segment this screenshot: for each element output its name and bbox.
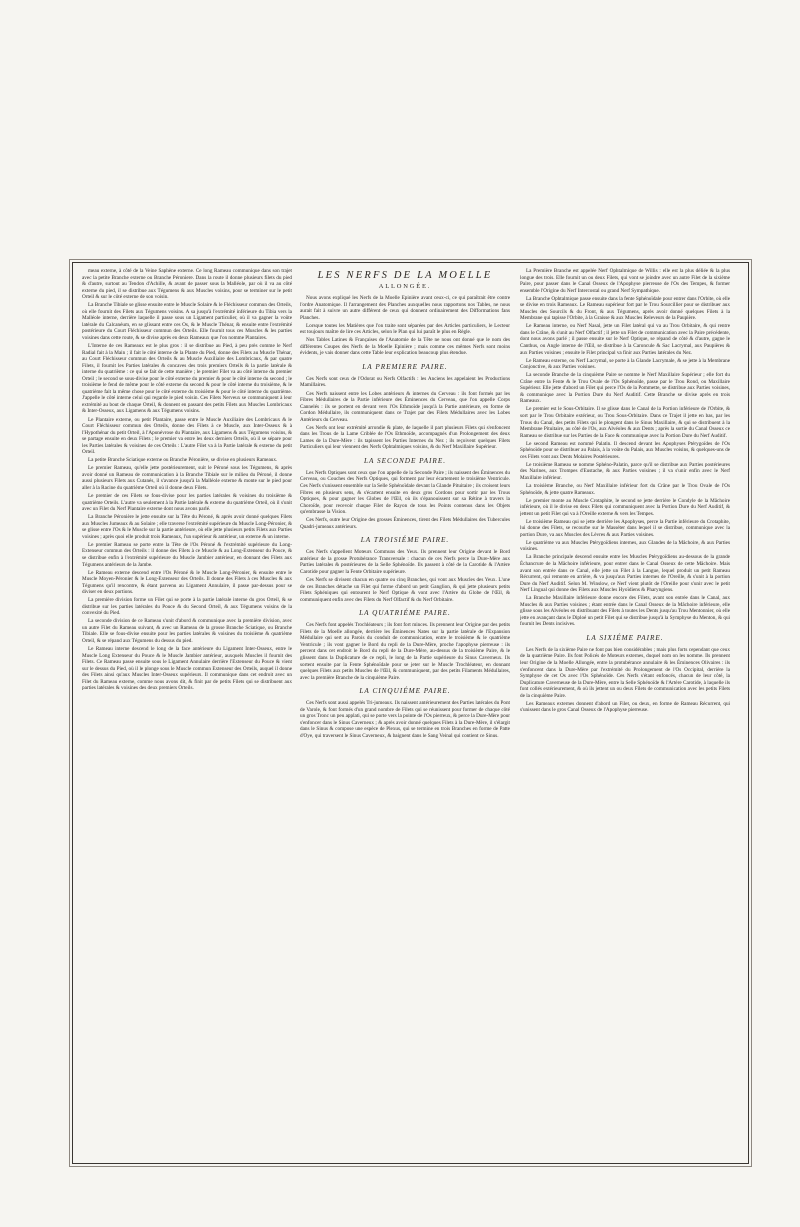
paragraph: Ces Nerfs sont ceux de l'Odorat ou Nerfs Olfactifs : les Anciens les appelaient les Productions Mamillaires. [300, 375, 510, 389]
intro-block [300, 295, 510, 357]
section-heading-third-pair: LA TROISIÉME PAIRE. [360, 536, 450, 545]
paragraph: Ces Nerfs naissent entre les Lobes antérieurs & internes du Cerveau : ils font formés par les Fibres Médullaires de la Partie inférieure des Éminences du Cerveau, que l'on appelle Corps Cannelés : ils se portent en devant vers l'Os Ethmoïde jusqu'à la Partie antérieure, en forme de Cordon Médullaire, ils communiquent dans ce Trajet par des Filets Médullaires avec les Lobes Antérieurs du Cerveau. [300, 390, 510, 423]
paragraph: L'Interne de ces Rameaux est le plus gros : il se distribue au Pied, à peu près comme le Nerf Radial fait à la Main ; il fait le côté interne de la Plante du Pied, donne des Filets au Muscle Thénar, au Court Fléchisseur commun des Orteils & au Muscle Auxiliaire des Lombricaux, & par quatre Filets, il fournit les Parties latérales & concaves des trois premiers Orteils & la partie latérale & interne du quatrième : ce qui se fait de cette manière ; le premier Filet va au côté interne du premier Orteil ; le second se sous-divise pour le côté externe du premier & pour le côté interne du second ; le troisième le fend de même pour le côté externe du second & pour le côté interne du troisième, & le quatrième fait la même chose pour le côté externe du troisième & pour le côté interne du quatrième. J'appelle le côté interne celui qui regarde le pied voisin. Ces Filets Nerveux se communiquent à leur extrémité au bout de chaque Orteil, & donnent en passant des petits Filets aux Muscles Lombricaux & Inter-Osseux, aux Ligamens & aux Tégumens voisins. [82, 343, 292, 415]
paragraph: Le premier Rameau se porte entre la Tête de l'Os Péroné & l'extrémité supérieure du Long-Extenseur commun des Orteils : il donne des Filets à ce Muscle & au Long-Extenseur du Pouce, & se distribue enfin à l'extrémité supérieure du Muscle Jambier antérieur, en donnant des Filets aux Tégumens antérieurs de la Jambe. [82, 541, 292, 568]
paragraph: Le Rameau externe descend entre l'Os Péroné & le Muscle Long-Péronier, & ensuite entre le Muscle Moyen-Péronier & le Long-Extenseur des Orteils. Il donne des Filets à ces Muscles & aux Tégumens qu'il rencontre, & étant parvenu au Ligament Annulaire, il passe par-dessus pour se diviser en deux portions. [82, 569, 292, 596]
paragraph: Ces Nerfs s'appellent Moteurs Communs des Yeux. Ils prennent leur Origine devant le Bord antérieur de la grosse Protubérance Transversale : chacun de ces Nerfs perce la Dure-Mère aux Parties latérales & postérieures de la Selle Sphénoïde. Ils passent à côté de la Carotide & l'Artère Carotide pour gagner la Fente Orbitaire supérieure. [300, 549, 510, 575]
section-heading-fourth-pair: LA QUATRIÉME PAIRE. [359, 609, 451, 618]
column-middle [300, 268, 510, 1153]
paragraph: Le quatrième va aux Muscles Ptérygoïdiens internes, aux Glandes de la Mâchoire, & aux Parties voisines. [520, 539, 730, 553]
paragraph: La seconde Branche de la cinquième Paire se nomme le Nerf Maxillaire Supérieur ; elle fort du Crâne entre la Fente & le Trou Ovale de l'Os Sphénoïde, passe par le Trou Rond, ou Maxillaire Supérieur. Elle jette d'abord un Filet qui perce l'Os de la Pommette, se distribue aux Parties voisines, & communique avec la Portion Dure du Nerf Auditif. Cette Branche se divise après en trois Rameaux. [520, 372, 730, 405]
paragraph: Ces Nerfs, outre leur Origine des grosses Éminences, tirent des Filets Médullaires des Tubercules Quadri-jumeaux antérieurs. [300, 517, 510, 530]
paragraph: Le Rameau externe, ou Nerf Lacrymal, se porte à la Glande Lacrymale, & se jette à la Membrane Conjonctive, & aux Parties voisines. [520, 357, 730, 371]
first-pair-block [300, 376, 510, 451]
paragraph: Les Rameaux externes donnent d'abord un Filet, ou deux, en forme de Rameau Récurrent, qui s'unissent dans le gros Canal Osseux de l'Apophyse pierreuse. [520, 700, 730, 714]
second-pair-block [300, 470, 510, 530]
paragraph: Le troisième Rameau se nomme Sphéno-Palatin, parce qu'il se distribue aux Parties postérieures des Narines, aux Trompes d'Eustache, & aux Parties voisines ; il va s'unir enfin avec le Nerf Maxillaire inférieur. [520, 461, 730, 481]
paragraph: Ces Nerfs sont aussi appelés Tri-jumeaux. Ils naissent antérieurement des Parties latérales du Pont de Varole, & font formés d'un grand nombre de Filets qui se réunissent pour former de chaque côté un gros Tronc un peu applati, qui se porte vers la pointe de l'Os pierreux, & perce la Dure-Mère pour s'enfoncer dans le Sinus Caverneux ; & après avoir donné quelques Filets à la Dure-Mère, il s'élargit dans le Sinus & compose une espèce de Plexus, qui se termine en trois Branches en forme de Patte d'Oye, qui traversent le Sinus Caverneux, & baignent dans le Sang Veinal qui contient ce Sinus. [300, 700, 510, 739]
paragraph: La Branche Tibiale se glisse ensuite entre le Muscle Solaire & le Fléchisseur commun des Orteils, où elle fournit des Filets aux Tégumens voisins. A sa jusqu'à l'extrémité inférieure du Tibia vers la Malléole interne, derrière laquelle il passe sous un Ligament particulier, où il va gagner la voûte latérale du Calcanéum, en se glissant entre ces Os, & le Muscle Thénar, & ensuite entre l'extrémité postérieure du Court Fléchisseur commun des Orteils. Elle fournit tous ces Muscles & les parties voisines dans cette route, & se divise après en deux Rameaux que l'on nomme Plantaires. [82, 302, 292, 341]
paragraph: La Première Branche est appelée Nerf Ophtalmique de Willis : elle est la plus déliée & la plus longue des trois. Elle fournit un ou deux Filets, qui vont se joindre avec un autre Filet de la sixième Paire, pour passer dans le Canal Osseux de l'Apophyse pierreuse de l'Os des Tempes, & former ensemble l'Origine du Nerf Intercostal ou grand Nerf Sympathique. [520, 268, 730, 294]
paragraph: Les Nerfs de la sixième Paire ne font pas bien considérables ; mais plus forts cependant que ceux de la quatrième Paire. Ils font Policés de Moteurs externes, duquel nom on les nomme. Ils prennent leur Origine de la Moelle Allongée, entre la protubérance annulaire & les Éminences Olivaires : ils s'enfoncent dans la Dure-Mère par l'extrémité du Prolongement de l'Os Occipital, derrière la Symphyse de cet Os avec l'Os Sphénoïde. Ces Nerfs s'étant enfoncés, chacun de leur côté, la Duplicature Caverneuse de la Dure-Mère, entre la Selle Sphénoïde & l'Artère Carotide, à laquelle ils font collés extérieurement, & où ils jettent un ou deux Filets de communication avec les petits Filets de la cinquième Paire. [520, 646, 730, 699]
paragraph: Le premier monte au Muscle Crotaphite, le second se jette derrière le Condyle de la Mâchoire inférieure, où il le divise en deux Filets qui communiquent avec la Portion Dure du Nerf Auditif, & jettent un petit Filet qui va à l'Oreille externe & vers les Tempes. [520, 497, 730, 517]
paragraph: Le Plantaire externe, ou petit Plantaire, passe entre le Muscle Auxiliaire des Lombricaux & le Court Fléchisseur commun des Orteils, donne des Filets à ce Muscle, aux Inter-Osseux & à l'Hypothénar du petit Orteil, à l'Aponévrose du Plantaire, aux Ligamens & aux Tégumens voisins, & se partage ensuite en deux Filets ; le premier va entre les deux derniers Orteils, où il se sépare pour les Parties latérales & voisines de ces Orteils : L'autre Filet va à la Partie latérale & externe du petit Orteil. [82, 416, 292, 456]
paragraph: Ces Nerfs ont leur extrémité arrondie & plate, de laquelle il part plusieurs Filets qui s'enfoncent dans les Trous de la Lame Criblée de l'Os Ethmoïde, accompagnés d'un Prolongement des deux Lames de la Dure-Mère : ils tapissent les Parties Internes du Nez ; ils reçoivent quelques Filets Particuliers qui leur viennent des Nerfs Ophtalmiques voisins, & du Nerf Maxillaire Supérieur. [300, 424, 510, 451]
article-subtitle: ALLONGÉE. [378, 283, 432, 290]
paragraph: Le Rameau interne descend le long de la face antérieure du Ligament Inter-Osseux, entre le Muscle Long Extenseur du Pouce & le Muscle Jambier antérieur, auxquels Muscles il fournit des Filets. Ce Rameau passe ensuite sous le Ligament Annulaire derrière l'Extenseur du Pouce & vient sur le dessus du Pied, où il le plonge sous le Muscle commun Extenseur des Orteils, auquel il donne des Filets ainsi qu'aux Muscles Inter-Osseux supérieurs. Il communique dans cet endroit avec un Filet du Rameau externe, comme nous avons dit, & finit par de petits Filets qui se distribuent aux parties latérales & voisines des deux premiers Orteils. [82, 646, 292, 692]
fourth-pair-block [300, 622, 510, 681]
paragraph: Ces Nerfs se divisent chacun en quatre ou cinq Branches, qui vont aux Muscles des Yeux. L'une de ces Branches détache un Filet qui forme d'abord un petit Ganglion, & qui jette plusieurs petits Filets Sphéniques qui entourent le Nerf Optique & vont avec l'Artère du Globe de l'Œil, & communiquent enfin avec des Filets du Nerf Olfactif & du Nerf Orbitaire. [300, 577, 510, 603]
fifth-pair-continued-block [520, 268, 730, 628]
paragraph: La première division forme un Filet qui se porte à la partie latérale interne du gros Orteil, & se distribue sur les parties latérales du Pouce & du Second Orteil, & aux Tégumens voisins de la convexité du Pied. [82, 597, 292, 617]
paragraph: Nous avons expliqué les Nerfs de la Moelle Epinière avant ceux-ci, ce qui paraîtrait être contre l'ordre Anatomique. Il l'arrangement des Planches auxquelles nous rapportons nos Tables, ne nous aurait fait à suivre un autre différent de ceux qui donnent ordinairement des Difformations fans Planches. [300, 295, 510, 321]
paragraph: Le troisième Rameau qui se jette derrière les Apophyses, perce la Partie inférieure du Crotaphite, lui donne des Filets, se recourbe sur le Masséter dans lequel il se distribue, communique avec la portion Dure, va aux Muscles des Lèvres & aux Parties voisines. [520, 518, 730, 538]
sixth-pair-block [520, 647, 730, 714]
section-heading-first-pair: LA PREMIERE PAIRE. [362, 362, 448, 371]
paragraph: Les Nerfs Optiques sont ceux que l'on appelle de la Seconde Paire ; ils naissent des Éminences du Cerveau, ou Couches des Nerfs Optiques, qui forment par leur écartement le troisième Ventricule. Ces Nerfs s'unissent ensemble sur la Selle Sphénoïdale devant la Glande Pituitaire ; ils croisent leurs Fibres en plusieurs sens, & s'écartent ensuite en deux gros Cordons pour sortir par les Trous Optiques, & pour gagner les Globes de l'Œil, où ils s'épanouissent sur sa Rétine à travers la Choroïde, pour recevoir chaque Filet de Rayon de tous les Points contenus dans les Objets qu'embrasse la Vision. [300, 469, 510, 516]
paragraph: La Branche Maxillaire inférieure donne encore des Filets, avant son entrée dans le Canal, aux Muscles & aux Parties voisines ; étant entrée dans le Canal Osseux de la Mâchoire inférieure, elle glisse sous les Alvéoles en distribuant des Filets à toutes les Dents jusqu'au Trou Mentonnier, où elle jette en avançant dans le Diploé un petit Filet qui se distribue jusqu'à la Symphyse du Menton, & qui fournit les Dents incisives. [520, 595, 730, 628]
paragraph: La seconde division de ce Rameau s'unit d'abord & communique avec la première division, avec un autre Filet du Rameau suivant, & avec un Rameau de la grosse Branche Sciatique, ou Branche Tibiale. Elle se fous-divise ensuite pour les parties latérales & voisines du troisième & quatrième Orteil, & se répand aux Tégumens du dessus du pied. [82, 618, 292, 645]
paragraph: La Branche Ophtalmique passe ensuite dans la fente Sphénoïdale pour entrer dans l'Orbite, où elle se divise en trois Rameaux. Le Rameau supérieur fort par le Trou Sourcillier pour se distribuer aux Muscles des Sourcils & du Front, & aux Tégumens, après avoir donné quelques Filets à la Membrane qui tapisse l'Orbite, à la Graisse & aux Muscles Releveurs de la Paupière. [520, 295, 730, 322]
section-heading-second-pair: LA SECONDE PAIRE. [363, 456, 447, 465]
section-heading-sixth-pair: LA SIXIÉME PAIRE. [586, 633, 664, 642]
paragraph: La petite Branche Sciatique externe ou Branche Péronière, se divise en plusieurs Rameaux. [88, 457, 278, 464]
paragraph: Le Rameau interne, ou Nerf Nasal, jette un Filet latéral qui va au Trou Orbitaire, & qui rentre dans le Crâne, & s'unit au Nerf Olfactif ; il jette un Filet de communication avec la Paire précédente, dont nous avons parlé ; il passe ensuite sur le Nerf Optique, se répand de côté & d'autre, gagne le Canthus, ou Angle interne de l'Œil, se distribue à la Caroncule & Sac Lacrymal, aux Paupières & aux Parties voisines ; ensuite le Filet principal va finir aux Parties latérales du Nez. [520, 323, 730, 356]
paragraph: Le second Rameau est nommé Palatin. Il descend devant les Apophyses Ptérygoïdes de l'Os Sphénoïde pour se distribuer au Palais, à la voûte du Palais, aux Muscles voisins, & quelques-uns de ces Filets vont aux Dents Molaires Postérieures. [520, 440, 730, 460]
paragraph: La Branche Péronière le jette ensuite sur la Tête du Péroné, & après avoir donné quelques Filets aux Muscles Jumeaux & au Solaire ; elle traverse l'extrémité supérieure du Muscle Long-Péronier, & se glisse entre l'Os & le Muscle sur la partie antérieure, où elle jette plusieurs petits Filets aux Parties voisines ; après quoi elle produit trois Rameaux, l'un supérieur & antérieur, un externe & un interne. [82, 514, 292, 540]
paragraph: Ces Nerfs font appelés Trochléateurs ; ils font fort minces. Ils prennent leur Origine par des petits Filets de la Moelle allongée, derrière les Éminences Nates sur la partie latérale de l'Expansion Médullaire qui sert au Parois du conduit de communication, entre le troisième & le quatrième Ventricule ; ils vont gagner le Bord du repli de la Dure-Mère, proche l'apophyse pierreuse : ils percent dans cet endroit le Bord du repli de la Dure-Mère, au-dessus de la troisième Paire, & le glissent dans la Duplicature de ce repli, le long de la Partie supérieure du Sinus Caverneux. Ils sortent ensuite par la Fente Sphénoïdale pour se jeter sur le Muscle Trochléateur, en donnant quelques Filets aux petits Muscles de l'Œil, & communiquent, par des petits Filaments Médullaires, avec la première Branche de la cinquième Paire. [300, 622, 510, 681]
paragraph: Le premier est le Sous-Orbitaire. Il se glisse dans le Canal de la Portion inférieure de l'Orbite, & sort par le Trou Orbitaire extérieur, ou Trou Sous-Orbitaire. Dans ce Trajet il jette en bas, par les Trous du Canal, des petits Filets qui le plongent dans le Sinus Maxillaire, & qui se distribuent à la Membrane Pituitaire, au côté de l'Os, aux Alvéoles & aux Dents ; après la sortie du Canal Osseux ce Rameau se distribue sur les Parties de la Face & communique avec la Portion Dure du Nerf Auditif. [520, 406, 730, 439]
paragraph: La troisième Branche, ou Nerf Maxillaire inférieur fort du Crâne par le Trou Ovale de l'Os Sphénoïde, & jette quatre Rameaux. [520, 482, 730, 496]
section-heading-fifth-pair: LA CINQUIÉME PAIRE. [359, 687, 451, 696]
paragraph: Le premier Rameau, qu'elle jette postérieurement, suit le Péroné sous les Tégumens, & après avoir donné un Rameau de communication à la Branche Tibiale sur le milieu du Péroné, il donne aussi plusieurs Filets aux Cutanés, il s'avance jusqu'à la Malléole externe & monte sur le pied pour aller à la Racine du quatrième Orteil où il donne deux Filets. [82, 465, 292, 491]
paragraph: meau externe, à côté de la Veine Saphène externe. Ce long Rameau communique dans son trajet avec la petite Branche externe ou Branche Péroniere. Dans la route il donne plusieurs filets du pied & d'autre, surtout au Tendon d'Achille, & avant de passer sous la Malléole, par où il va au côté externe du pied, il se distribue aux Tégumens & aux Muscles voisins, pour se terminer sur le petit Orteil & sur le côté externe de son voisin. [82, 268, 292, 301]
column-right [520, 268, 730, 1153]
column-left [82, 268, 292, 1153]
paragraph: Nos Tables Latines & Françaises de l'Anatomie de la Tête ne nous ont donné que le nom des différentes Coupes des Nerfs de la Moelle Epinière ; mais comme ces mêmes Nerfs sont moins évidents, je vais donner dans cette Table leur explication beaucoup plus étendue. [300, 337, 510, 357]
fifth-pair-block [300, 700, 510, 739]
paragraph: Le premier de ces Filets se fous-divise pour les parties latérales & voisines du troisième & quatrième Orteils. L'autre va seulement à la Partie latérale & externe du quatrième Orteil, où il s'unit avec un Filet du Nerf Plantaire externe dont nous avons parlé. [82, 493, 292, 513]
paragraph: La Branche principale descend ensuite entre les Muscles Ptérygoïdiens au-dessous de la grande Échancrure de la Mâchoire inférieure, pour entrer dans le Canal Osseux de cette Mâchoire. Mais avant son entrée dans ce Canal, elle jette un Filet à la Langue, lequel produit un petit Rameau Récurrent, qui remonte en arrière, & va jusqu'aux Parties internes de l'Oreille, & s'unit à la portion Dure du Nerf Auditif. Selon M. Winslow, ce Nerf vient plutôt de l'Oreille pour s'unir avec le petit Nerf Lingual qui donne des Filets aux Muscles Hyoïdiens & Pharyngiens. [520, 554, 730, 594]
paragraph: Lorsque toutes les Matières que l'on traite sont séparées par des Articles particuliers, le Lecteur est toujours maître de lire ces Articles, selon le Plan qui lui paraît le plus en Règle. [300, 322, 510, 336]
third-pair-block [300, 549, 510, 603]
article-title: LES NERFS DE LA MOELLE [317, 270, 493, 281]
